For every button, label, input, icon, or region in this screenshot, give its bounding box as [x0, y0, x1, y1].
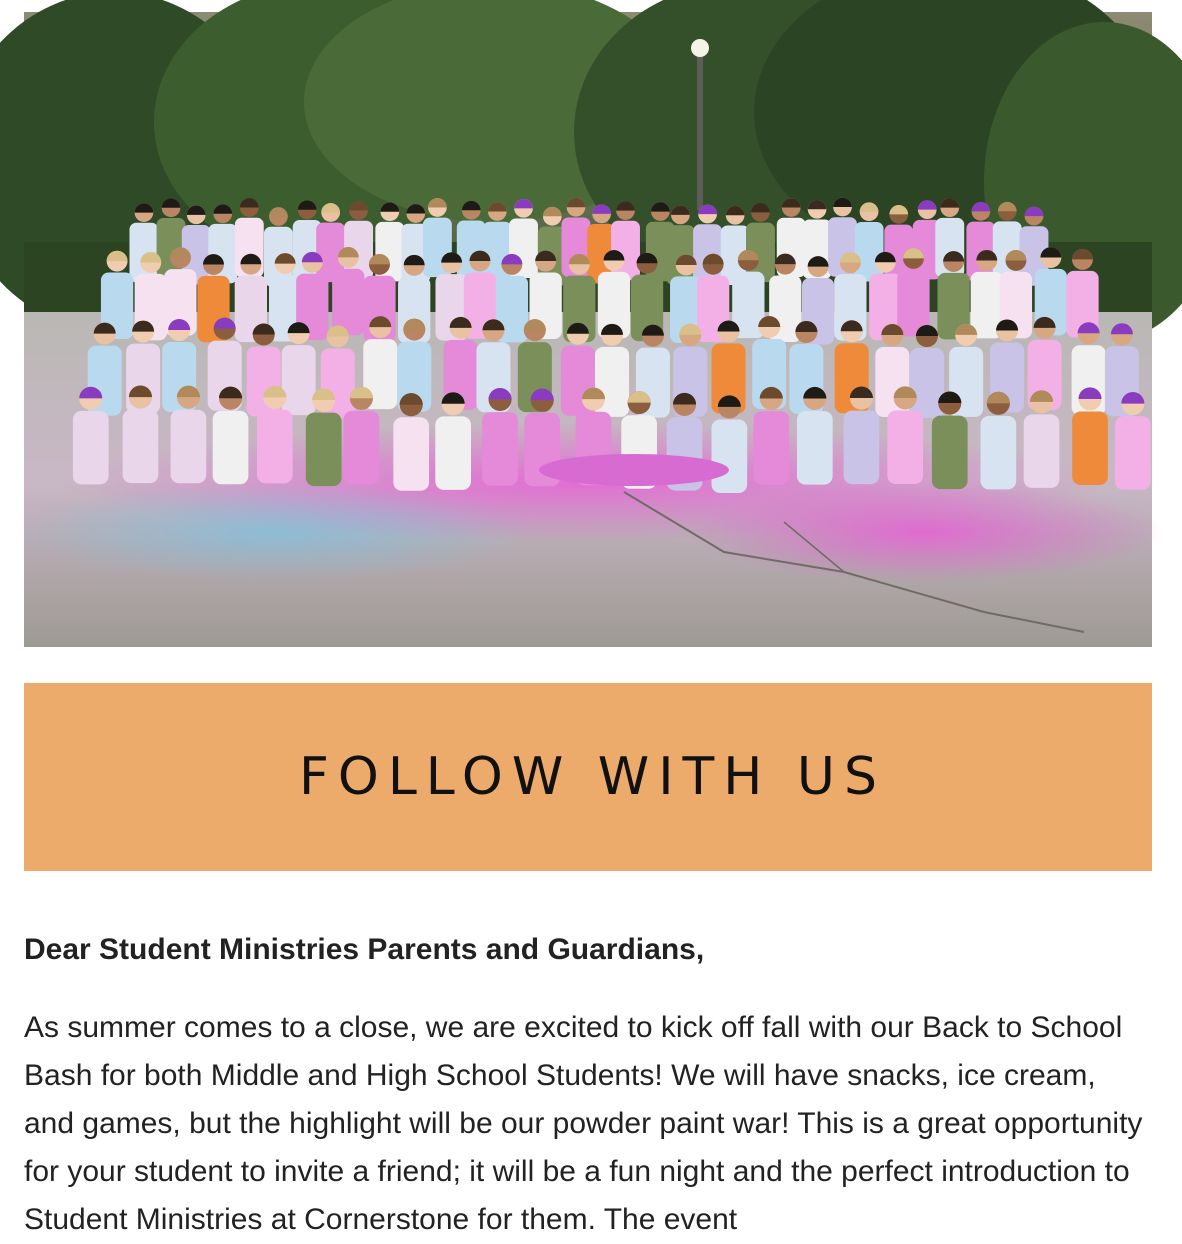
group-photo-image: [24, 12, 1152, 647]
banner-title: FOLLOW WITH US: [298, 747, 887, 807]
hero-photo: [24, 12, 1152, 647]
letter-paragraph: As summer comes to a close, we are excited to kick off fall with our Back to School Bash for both Middle and High School Students! We will have snacks, ice cream, and games, but the highlight will be our powder paint war! This is a great opportunity for your student to invite a friend; it will be a fun night and the perfect introduction to Student Ministries at Cornerstone for them. The event: [24, 1011, 1143, 1236]
letter-body: [24, 928, 1154, 1244]
follow-banner: [24, 683, 1152, 871]
letter-greeting: Dear Student Ministries Parents and Guardians,: [24, 933, 705, 966]
